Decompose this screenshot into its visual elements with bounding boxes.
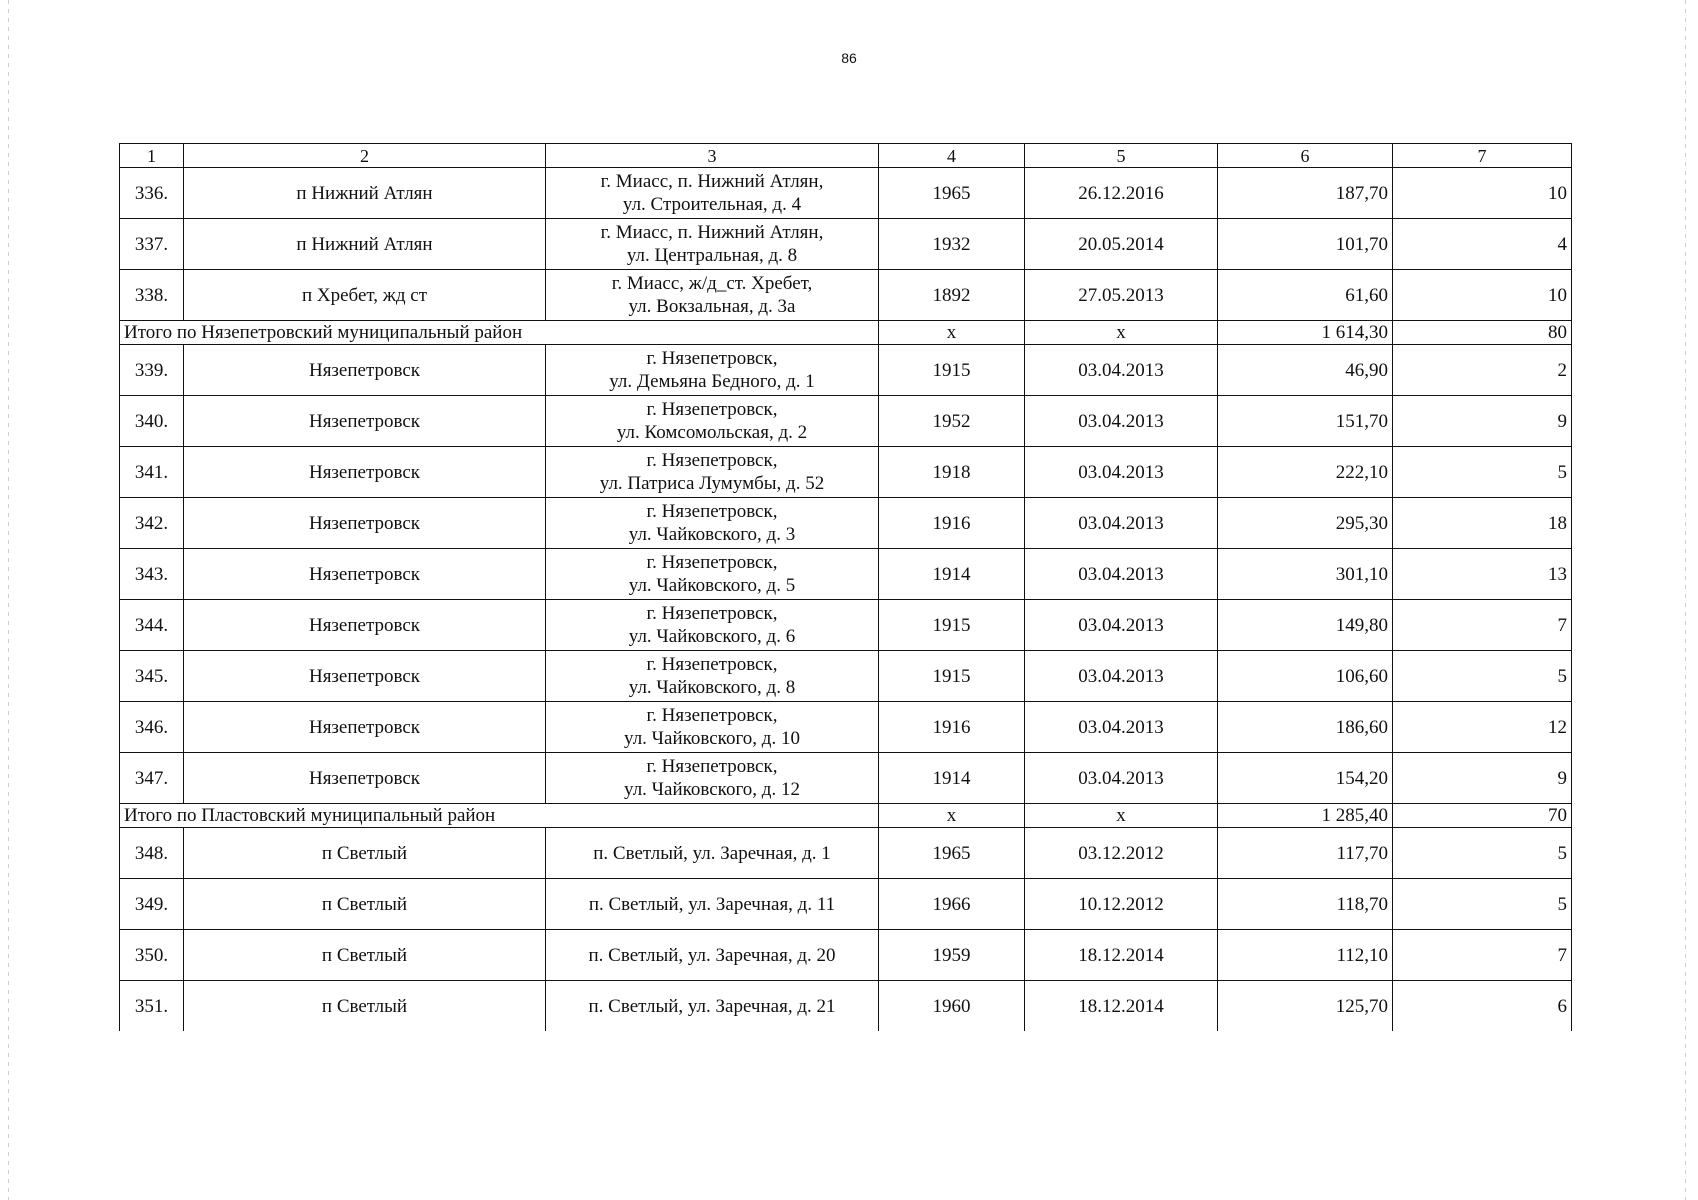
table-row xyxy=(120,600,1572,651)
area-cell: 106,60 xyxy=(1218,651,1393,702)
subtotal-area: 1 614,30 xyxy=(1218,321,1393,345)
year-cell: 1959 xyxy=(879,930,1025,981)
persons-cell: 6 xyxy=(1393,981,1572,1032)
year-cell: 1915 xyxy=(879,600,1025,651)
address-line-1: г. Миасс, п. Нижний Атлян, xyxy=(600,171,824,192)
row-number: 340. xyxy=(120,396,184,447)
address-cell xyxy=(546,447,879,498)
address-line-2: ул. Чайковского, д. 12 xyxy=(624,779,800,800)
subtotal-date: x xyxy=(1025,804,1218,828)
subtotal-area: 1 285,40 xyxy=(1218,804,1393,828)
locality-cell: Нязепетровск xyxy=(184,651,546,702)
address-line-1: г. Нязепетровск, xyxy=(646,603,778,624)
persons-cell: 13 xyxy=(1393,549,1572,600)
scan-edge-left xyxy=(8,0,9,1200)
year-cell: 1960 xyxy=(879,981,1025,1032)
subtotal-row xyxy=(120,804,1572,828)
persons-cell: 7 xyxy=(1393,930,1572,981)
row-number: 336. xyxy=(120,168,184,219)
year-cell: 1914 xyxy=(879,549,1025,600)
year-cell: 1915 xyxy=(879,345,1025,396)
year-cell: 1918 xyxy=(879,447,1025,498)
row-number: 343. xyxy=(120,549,184,600)
area-cell: 301,10 xyxy=(1218,549,1393,600)
table-row xyxy=(120,219,1572,270)
row-number: 342. xyxy=(120,498,184,549)
year-cell: 1965 xyxy=(879,168,1025,219)
date-cell: 26.12.2016 xyxy=(1025,168,1218,219)
address-cell xyxy=(546,930,879,981)
area-cell: 117,70 xyxy=(1218,828,1393,879)
address-line-1: г. Нязепетровск, xyxy=(646,501,778,522)
persons-cell: 5 xyxy=(1393,828,1572,879)
address-line-1: г. Нязепетровск, xyxy=(646,450,778,471)
table-row xyxy=(120,879,1572,930)
persons-cell: 9 xyxy=(1393,396,1572,447)
date-cell: 03.04.2013 xyxy=(1025,702,1218,753)
table-row xyxy=(120,930,1572,981)
area-cell: 154,20 xyxy=(1218,753,1393,804)
row-number: 341. xyxy=(120,447,184,498)
area-cell: 125,70 xyxy=(1218,981,1393,1032)
address-line-1: г. Нязепетровск, xyxy=(646,756,778,777)
table-row xyxy=(120,702,1572,753)
column-number-row xyxy=(120,144,1572,168)
address-line-1: г. Нязепетровск, xyxy=(646,552,778,573)
address-line-1: п. Светлый, ул. Заречная, д. 1 xyxy=(593,842,831,864)
address-line-1: г. Миасс, п. Нижний Атлян, xyxy=(600,222,824,243)
area-cell: 151,70 xyxy=(1218,396,1393,447)
column-number: 7 xyxy=(1393,144,1572,168)
row-number: 348. xyxy=(120,828,184,879)
subtotal-year: x xyxy=(879,804,1025,828)
table-row xyxy=(120,981,1572,1032)
date-cell: 03.04.2013 xyxy=(1025,753,1218,804)
persons-cell: 10 xyxy=(1393,168,1572,219)
page-number: 86 xyxy=(841,50,857,66)
persons-cell: 5 xyxy=(1393,447,1572,498)
row-number: 347. xyxy=(120,753,184,804)
address-line-1: г. Нязепетровск, xyxy=(646,348,778,369)
year-cell: 1966 xyxy=(879,879,1025,930)
address-line-1: г. Миасс, ж/д_ст. Хребет, xyxy=(611,273,813,294)
row-number: 339. xyxy=(120,345,184,396)
locality-cell: Нязепетровск xyxy=(184,396,546,447)
locality-cell: Нязепетровск xyxy=(184,498,546,549)
date-cell: 18.12.2014 xyxy=(1025,981,1218,1032)
date-cell: 20.05.2014 xyxy=(1025,219,1218,270)
table-row xyxy=(120,447,1572,498)
subtotal-persons: 80 xyxy=(1393,321,1572,345)
persons-cell: 7 xyxy=(1393,600,1572,651)
locality-cell: Нязепетровск xyxy=(184,702,546,753)
address-line-1: п. Светлый, ул. Заречная, д. 11 xyxy=(588,893,836,915)
table-row xyxy=(120,396,1572,447)
area-cell: 112,10 xyxy=(1218,930,1393,981)
table-row xyxy=(120,651,1572,702)
locality-cell: п Нижний Атлян xyxy=(184,219,546,270)
address-cell xyxy=(546,702,879,753)
table-row xyxy=(120,345,1572,396)
address-line-1: п. Светлый, ул. Заречная, д. 20 xyxy=(588,944,836,966)
area-cell: 187,70 xyxy=(1218,168,1393,219)
locality-cell: Нязепетровск xyxy=(184,447,546,498)
locality-cell: Нязепетровск xyxy=(184,753,546,804)
area-cell: 149,80 xyxy=(1218,600,1393,651)
address-line-2: ул. Центральная, д. 8 xyxy=(626,245,798,266)
table-body xyxy=(120,144,1572,1032)
table-row xyxy=(120,549,1572,600)
year-cell: 1916 xyxy=(879,498,1025,549)
area-cell: 46,90 xyxy=(1218,345,1393,396)
locality-cell: п Светлый xyxy=(184,828,546,879)
address-cell xyxy=(546,219,879,270)
address-line-1: г. Нязепетровск, xyxy=(646,705,778,726)
date-cell: 03.04.2013 xyxy=(1025,549,1218,600)
year-cell: 1965 xyxy=(879,828,1025,879)
row-number: 337. xyxy=(120,219,184,270)
subtotal-label: Итого по Нязепетровский муниципальный район xyxy=(120,321,879,345)
date-cell: 03.04.2013 xyxy=(1025,651,1218,702)
date-cell: 03.04.2013 xyxy=(1025,396,1218,447)
address-line-1: г. Нязепетровск, xyxy=(646,654,778,675)
subtotal-year: x xyxy=(879,321,1025,345)
row-number: 345. xyxy=(120,651,184,702)
date-cell: 03.12.2012 xyxy=(1025,828,1218,879)
area-cell: 222,10 xyxy=(1218,447,1393,498)
persons-cell: 12 xyxy=(1393,702,1572,753)
address-cell xyxy=(546,396,879,447)
column-number: 4 xyxy=(879,144,1025,168)
address-line-1: п. Светлый, ул. Заречная, д. 21 xyxy=(588,995,836,1017)
locality-cell: п Светлый xyxy=(184,930,546,981)
subtotal-persons: 70 xyxy=(1393,804,1572,828)
table-row xyxy=(120,168,1572,219)
column-number: 6 xyxy=(1218,144,1393,168)
locality-cell: п Светлый xyxy=(184,981,546,1032)
persons-cell: 4 xyxy=(1393,219,1572,270)
address-cell xyxy=(546,879,879,930)
table-row xyxy=(120,753,1572,804)
table-row xyxy=(120,270,1572,321)
address-line-2: ул. Чайковского, д. 5 xyxy=(628,575,796,596)
area-cell: 118,70 xyxy=(1218,879,1393,930)
address-cell xyxy=(546,270,879,321)
address-cell xyxy=(546,600,879,651)
row-number: 349. xyxy=(120,879,184,930)
year-cell: 1915 xyxy=(879,651,1025,702)
column-number: 5 xyxy=(1025,144,1218,168)
date-cell: 03.04.2013 xyxy=(1025,447,1218,498)
locality-cell: п Светлый xyxy=(184,879,546,930)
row-number: 350. xyxy=(120,930,184,981)
date-cell: 10.12.2012 xyxy=(1025,879,1218,930)
persons-cell: 5 xyxy=(1393,879,1572,930)
date-cell: 18.12.2014 xyxy=(1025,930,1218,981)
address-line-2: ул. Чайковского, д. 8 xyxy=(628,677,796,698)
locality-cell: Нязепетровск xyxy=(184,345,546,396)
row-number: 344. xyxy=(120,600,184,651)
year-cell: 1932 xyxy=(879,219,1025,270)
address-line-2: ул. Демьяна Бедного, д. 1 xyxy=(609,371,815,392)
year-cell: 1892 xyxy=(879,270,1025,321)
row-number: 346. xyxy=(120,702,184,753)
area-cell: 61,60 xyxy=(1218,270,1393,321)
address-line-2: ул. Патриса Лумумбы, д. 52 xyxy=(599,473,825,494)
date-cell: 27.05.2013 xyxy=(1025,270,1218,321)
address-line-2: ул. Вокзальная, д. 3а xyxy=(628,296,796,317)
persons-cell: 9 xyxy=(1393,753,1572,804)
persons-cell: 18 xyxy=(1393,498,1572,549)
address-line-2: ул. Строительная, д. 4 xyxy=(622,194,802,215)
subtotal-date: x xyxy=(1025,321,1218,345)
year-cell: 1916 xyxy=(879,702,1025,753)
table-row xyxy=(120,498,1572,549)
area-cell: 295,30 xyxy=(1218,498,1393,549)
address-cell xyxy=(546,549,879,600)
year-cell: 1914 xyxy=(879,753,1025,804)
address-cell xyxy=(546,753,879,804)
address-cell xyxy=(546,498,879,549)
row-number: 351. xyxy=(120,981,184,1032)
scan-edge-right xyxy=(1685,0,1686,1200)
address-cell xyxy=(546,828,879,879)
address-cell xyxy=(546,651,879,702)
persons-cell: 2 xyxy=(1393,345,1572,396)
subtotal-label: Итого по Пластовский муниципальный район xyxy=(120,804,879,828)
address-line-2: ул. Чайковского, д. 10 xyxy=(624,728,800,749)
locality-cell: п Нижний Атлян xyxy=(184,168,546,219)
address-line-2: ул. Чайковского, д. 3 xyxy=(628,524,796,545)
address-cell xyxy=(546,981,879,1032)
date-cell: 03.04.2013 xyxy=(1025,345,1218,396)
persons-cell: 10 xyxy=(1393,270,1572,321)
column-number: 3 xyxy=(546,144,879,168)
housing-table xyxy=(119,143,1572,1031)
address-line-2: ул. Чайковского, д. 6 xyxy=(628,626,796,647)
column-number: 2 xyxy=(184,144,546,168)
address-line-2: ул. Комсомольская, д. 2 xyxy=(616,422,808,443)
persons-cell: 5 xyxy=(1393,651,1572,702)
area-cell: 186,60 xyxy=(1218,702,1393,753)
date-cell: 03.04.2013 xyxy=(1025,600,1218,651)
locality-cell: Нязепетровск xyxy=(184,549,546,600)
address-cell xyxy=(546,345,879,396)
area-cell: 101,70 xyxy=(1218,219,1393,270)
year-cell: 1952 xyxy=(879,396,1025,447)
address-cell xyxy=(546,168,879,219)
locality-cell: Нязепетровск xyxy=(184,600,546,651)
address-line-1: г. Нязепетровск, xyxy=(646,399,778,420)
row-number: 338. xyxy=(120,270,184,321)
date-cell: 03.04.2013 xyxy=(1025,498,1218,549)
subtotal-row xyxy=(120,321,1572,345)
column-number: 1 xyxy=(120,144,184,168)
locality-cell: п Хребет, жд ст xyxy=(184,270,546,321)
table-row xyxy=(120,828,1572,879)
